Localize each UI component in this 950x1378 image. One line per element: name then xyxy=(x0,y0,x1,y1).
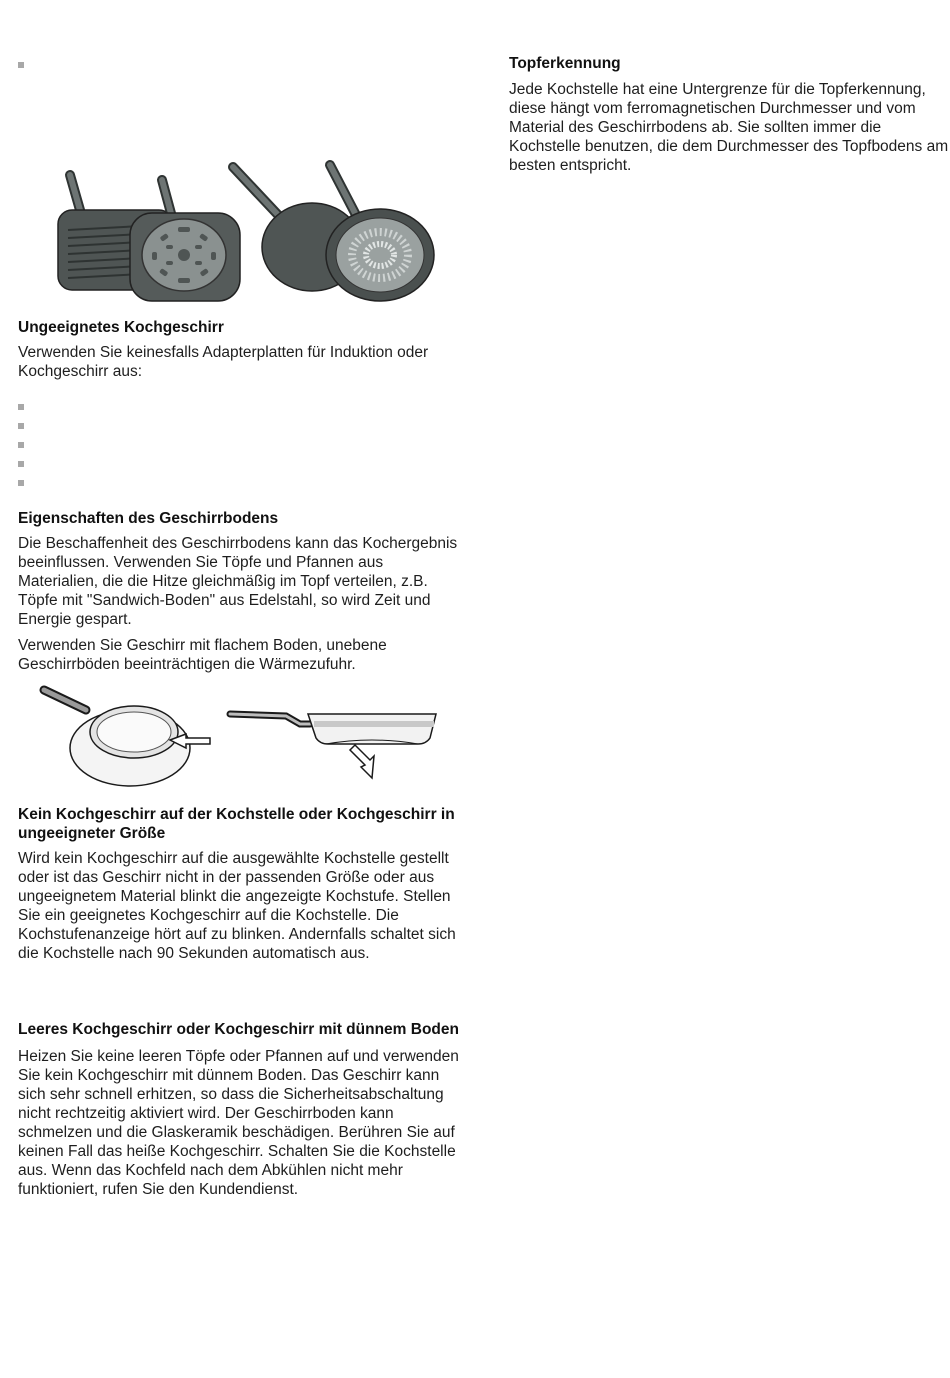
section-paragraph-2: Verwenden Sie Geschirr mit flachem Boden, unebene Geschirrböden beeinträchtigen die Wärmezufuhr. xyxy=(18,637,387,673)
section-text: Jede Kochstelle hat eine Untergrenze für die Topferkennung, diese hängt vom ferromagnetischen Durchmesser und vom Material des Geschirrbodens ab. Sie sollten immer die Kochstelle benutzen, die dem Durchmesser des Topfbodens am besten entspricht. xyxy=(509,81,949,174)
section-paragraph-1: Die Beschaffenheit des Geschirrbodens kann das Kochergebnis beeinflussen. Verwenden Sie Töpfe und Pfannen aus Materialien, die die Hitze gleichmäßig im Topf verteilen, z.B. Töpfe mit "Sandwich-Boden" aus Edelstahl, so wird Zeit und Energie gespart. xyxy=(18,535,458,628)
square-bullet-icon xyxy=(18,442,24,448)
section-no-cookware xyxy=(18,805,463,963)
section-pot-detection xyxy=(509,54,949,175)
section-text: Heizen Sie keine leeren Töpfe oder Pfannen auf und verwenden Sie kein Kochgeschirr mit dünnem Boden. Das Geschirr kann sich sehr schnell erhitzen, so dass die Sicherheitsabschaltung nicht rechtzeitig aktiviert wird. Der Geschirrboden kann schmelzen und die Glaskeramik beschädigen. Berühren Sie auf keinen Fall das heiße Kochgeschirr. Schalten Sie die Kochstelle aus. Wenn das Kochfeld nach dem Abkühlen nicht mehr funktioniert, rufen Sie den Kundendienst. xyxy=(18,1048,459,1198)
uneven-pan-base-illustration xyxy=(38,682,443,790)
section-heading: Topferkennung xyxy=(509,55,621,72)
bullet-list xyxy=(18,400,463,490)
square-bullet-icon xyxy=(18,461,24,467)
section-text: Wird kein Kochgeschirr auf die ausgewählte Kochstelle gestellt oder ist das Geschirr nicht in der passenden Größe oder aus ungeeignetem Material blinkt die angezeigte Kochstufe. Stellen Sie ein geeignetes Kochgeschirr auf die Kochstelle. Die Kochstufenanzeige hört auf zu blinken. Andernfalls schaltet sich die Kochstelle nach 90 Sekunden automatisch aus. xyxy=(18,850,456,962)
square-bullet-icon xyxy=(18,423,24,429)
section-heading: Eigenschaften des Geschirrbodens xyxy=(18,510,279,527)
tilted-pan-icon xyxy=(44,690,210,786)
arrow-up-icon xyxy=(350,745,374,778)
grill-pans-illustration xyxy=(50,155,440,305)
section-heading: Leeres Kochgeschirr oder Kochgeschirr mit dünnem Boden xyxy=(18,1021,459,1038)
section-heading: Ungeeignetes Kochgeschirr xyxy=(18,319,224,336)
round-pan-bottom-icon xyxy=(326,165,434,301)
section-base-properties xyxy=(18,509,463,674)
side-pan-icon xyxy=(230,714,436,778)
section-text: Verwenden Sie keinesfalls Adapterplatten für Induktion oder Kochgeschirr aus: xyxy=(18,344,429,380)
square-bullet-icon xyxy=(18,480,24,486)
square-bullet-icon xyxy=(18,62,24,68)
grill-pan-bottom-icon xyxy=(130,180,240,301)
section-heading: Kein Kochgeschirr auf der Kochstelle oder Kochgeschirr in ungeeigneter Größe xyxy=(18,806,455,842)
section-unsuitable-cookware xyxy=(18,318,463,381)
square-bullet-icon xyxy=(18,404,24,410)
section-empty-cookware xyxy=(18,1020,463,1199)
